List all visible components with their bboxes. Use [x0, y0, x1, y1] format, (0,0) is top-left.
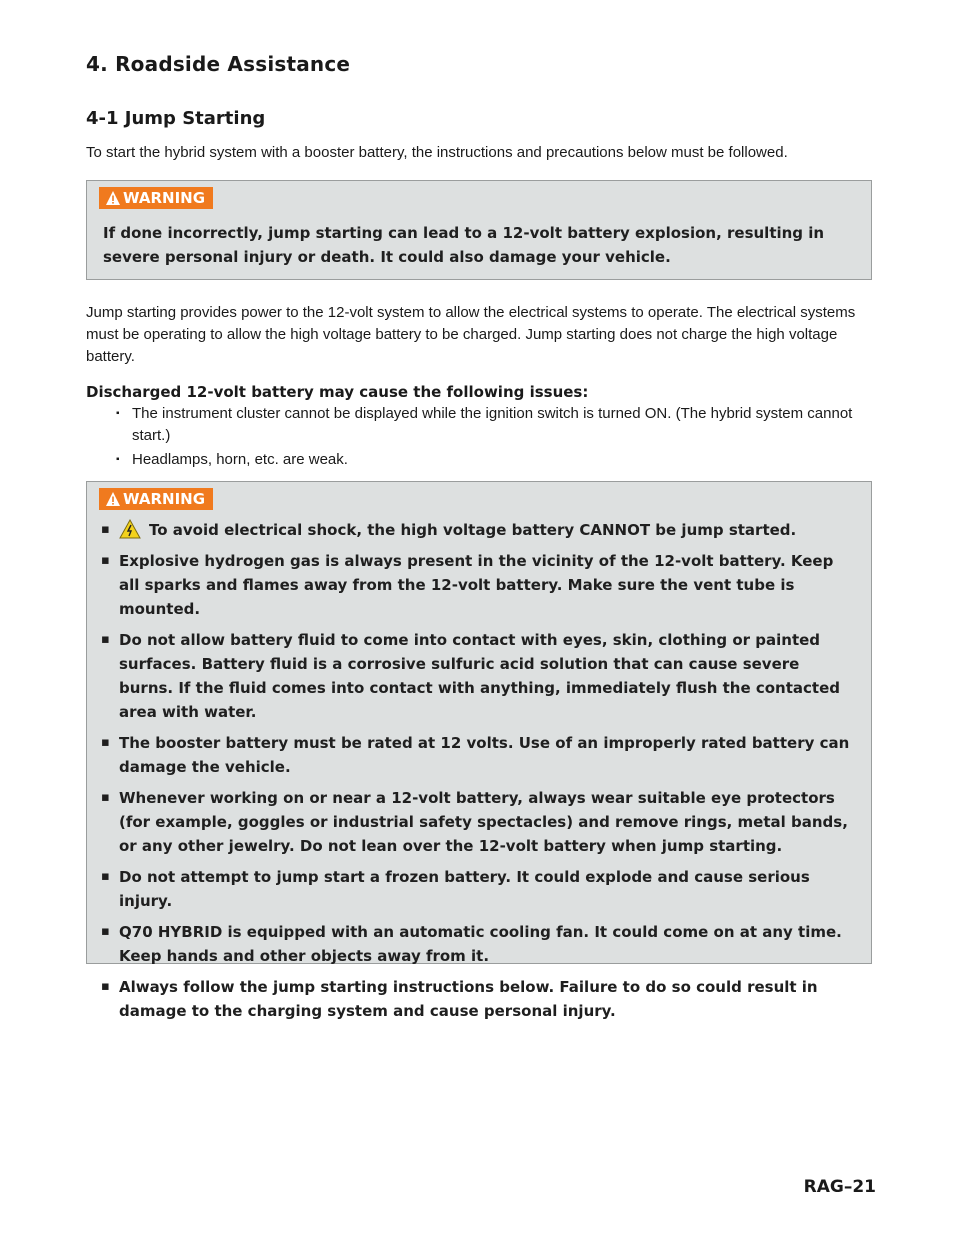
list-item: ▪ Whenever working on or near a 12-volt battery, always wear suitable eye protectors (for example, goggles or industrial safety spectacles) and remove rings, metal bands, or any other jewelry. Do not lean over the 12-volt battery when jump starting.	[101, 786, 857, 858]
list-item: ▪ To avoid electrical shock, the high voltage battery CANNOT be jump started.	[101, 518, 857, 542]
warning-1-text: If done incorrectly, jump starting can lead to a 12-volt battery explosion, resulting in severe personal injury or death. It could also damage your vehicle.	[103, 224, 825, 266]
intro-paragraph: To start the hybrid system with a booster battery, the instructions and precautions below must be followed.	[86, 144, 788, 161]
warning-tag	[99, 488, 213, 510]
issues-list	[86, 403, 876, 473]
subsection-title: 4-1 Jump Starting	[86, 108, 266, 129]
high-voltage-icon	[119, 519, 141, 539]
body-paragraph: Jump starting provides power to the 12-volt system to allow the electrical systems to operate. The electrical systems must be operating to allow the high voltage battery to be charged. Jump starting does not charge the high voltage battery.	[86, 304, 856, 365]
list-item: ▪ Do not allow battery fluid to come into contact with eyes, skin, clothing or painted surfaces. Battery fluid is a corrosive sulfuric acid solution that can cause severe burns. If the fluid comes into contact with anything, immediately flush the contacted area with water.	[101, 628, 857, 724]
warning-box-1	[86, 180, 872, 280]
issues-heading: Discharged 12-volt battery may cause the following issues:	[86, 383, 589, 401]
warning-box-2	[86, 481, 872, 1020]
warning-triangle-icon	[105, 491, 121, 507]
page-number: RAG–21	[803, 1177, 876, 1197]
warning-triangle-icon	[105, 190, 121, 206]
list-item: ▪ Headlamps, horn, etc. are weak.	[86, 449, 876, 471]
list-item: ▪ The instrument cluster cannot be displayed while the ignition switch is turned ON. (The hybrid system cannot start.)	[86, 403, 876, 447]
warning-tag-label: WARNING	[123, 490, 206, 508]
list-item: ▪ Do not attempt to jump start a frozen battery. It could explode and cause serious injury.	[101, 865, 857, 913]
list-item: ▪ The booster battery must be rated at 12 volts. Use of an improperly rated battery can damage the vehicle.	[101, 731, 857, 779]
warning-tag-label: WARNING	[123, 189, 206, 207]
list-item: ▪ Always follow the jump starting instructions below. Failure to do so could result in damage to the charging system and cause personal injury.	[101, 975, 857, 1023]
list-item: ▪ Q70 HYBRID is equipped with an automatic cooling fan. It could come on at any time. Keep hands and other objects away from it.	[101, 920, 857, 968]
section-title: 4. Roadside Assistance	[86, 52, 351, 76]
list-item: ▪ Explosive hydrogen gas is always present in the vicinity of the 12-volt battery. Keep all sparks and flames away from the 12-volt battery. Make sure the vent tube is mounted.	[101, 549, 857, 621]
warning-tag	[99, 187, 213, 209]
warning-2-list	[101, 518, 857, 1030]
